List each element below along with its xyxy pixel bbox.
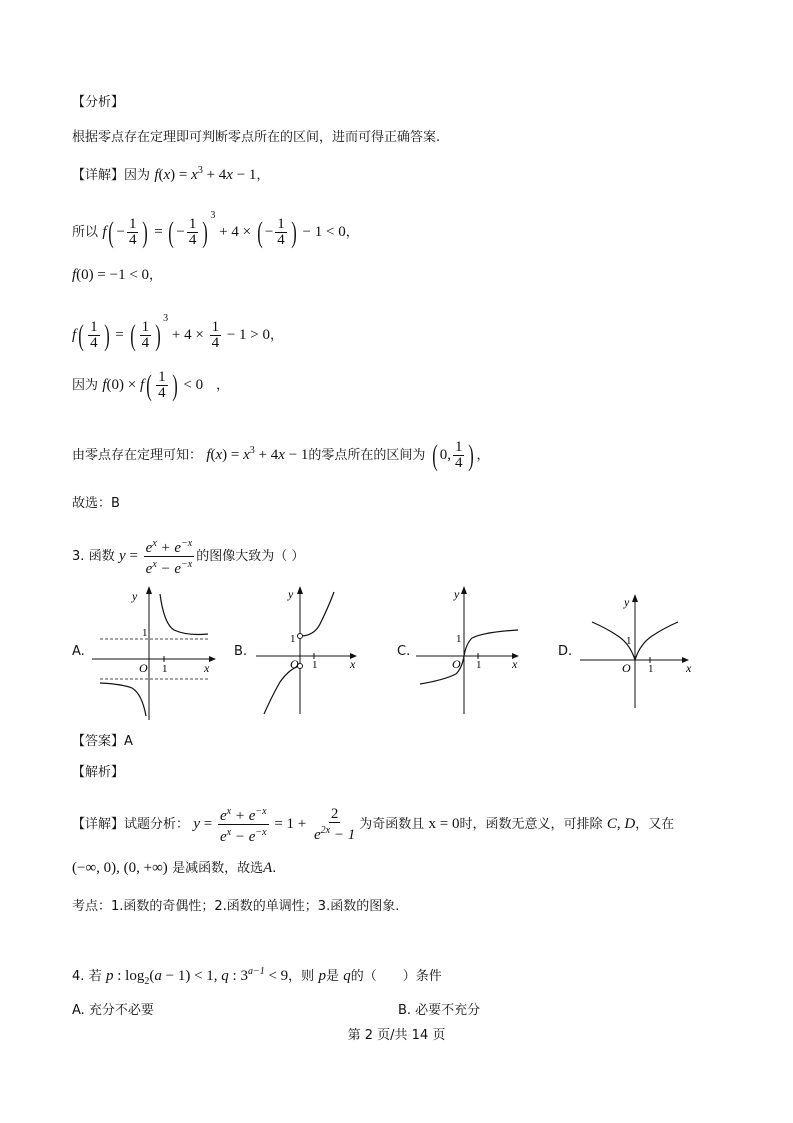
detail-line-5: 因为 f(0) × f( $\frac{1}{4}$ ) < 0 ， bbox=[72, 368, 230, 402]
q4-number: 4. bbox=[72, 969, 85, 984]
graph-a bbox=[92, 584, 222, 724]
q4-stem-prefix: 若 bbox=[88, 969, 102, 984]
detail-line-6: 由零点存在定理可知： $f(x) = x^3 + 4x - 1$的零点所在的区间为 ( 0, $\frac{1}{4}$ ) ， bbox=[72, 438, 490, 472]
q3-number: 3. bbox=[72, 548, 85, 564]
svg-text:O: O bbox=[622, 661, 631, 675]
detail-intro: 因为 bbox=[124, 168, 151, 183]
q3-detail-line2-tail: 是减函数，故选 bbox=[172, 861, 264, 876]
q4-option-b: B. 必要不充分 bbox=[398, 1003, 481, 1018]
product-sign: f(0) × f( $\frac{1}{4}$ ) < 0 bbox=[102, 368, 204, 402]
so-prefix: 所以 bbox=[72, 225, 99, 240]
q3-detail-mid2: 时，函数无意义，可排除 bbox=[459, 816, 603, 832]
q3-excluded-options: C, D bbox=[606, 815, 636, 832]
q3-stem bbox=[72, 536, 304, 577]
because-prefix: 因为 bbox=[72, 377, 99, 393]
analysis-heading: 【分析】 bbox=[72, 95, 125, 110]
function-definition: $f(x) = x^3 + 4x - 1$ bbox=[154, 165, 257, 183]
q3-detail-tail: ，又在 bbox=[635, 816, 675, 832]
conclusion-prefix: 由零点存在定理可知： bbox=[72, 448, 203, 463]
q3-chosen: A bbox=[263, 860, 273, 876]
graph-c bbox=[414, 584, 524, 724]
svg-text:1: 1 bbox=[162, 663, 168, 675]
detail-line-3: f(0) = −1 < 0， bbox=[72, 267, 163, 283]
svg-text:1: 1 bbox=[648, 663, 654, 675]
svg-text:y: y bbox=[288, 587, 294, 601]
svg-text:1: 1 bbox=[626, 635, 632, 647]
q4-stem bbox=[72, 961, 442, 993]
q3-stem-prefix: 函数 bbox=[88, 548, 115, 564]
q3-detail-expression: y = $\frac{e^x + e^{-x}}{e^x - e^{-x}}$ = 1 + $\frac{2}{e^{2x} - 1}$ bbox=[193, 805, 356, 845]
svg-text:x: x bbox=[350, 657, 356, 671]
q3-detail-heading: 【详解】 bbox=[72, 816, 125, 832]
choose-line: 故选：B bbox=[72, 496, 120, 511]
analysis-text: 根据零点存在定理即可判断零点所在的区间，进而可得正确答案. bbox=[72, 130, 441, 145]
q3-detail-mid: 为奇函数且 bbox=[359, 816, 425, 832]
q4-stem-is: 是 bbox=[325, 969, 339, 984]
option-a-label: A. bbox=[72, 644, 85, 659]
svg-text:1: 1 bbox=[290, 633, 296, 645]
q3-answer-line bbox=[72, 731, 133, 753]
svg-text:x: x bbox=[204, 661, 210, 675]
option-d-label: D. bbox=[558, 644, 573, 659]
svg-text:1: 1 bbox=[456, 633, 462, 645]
option-c-label: C. bbox=[397, 644, 411, 659]
detail-line-4: f( $\frac{1}{4}$ ) = ( $\frac{1}{4}$ )$^3$ + 4 × $\frac{1}{4}$ − 1 > 0， bbox=[72, 313, 283, 352]
eval-neg-quarter: f( − $\frac{1}{4}$ ) = ( − $\frac{1}{4}$ )$^3$ + 4 × ( − $\frac{1}{4}$ ) − 1 < 0 bbox=[102, 210, 346, 249]
page-footer: 第 2 页/共 14 页 bbox=[347, 1028, 446, 1043]
zero-interval: ( 0, $\frac{1}{4}$ ) bbox=[431, 438, 475, 472]
q3-detail-intro: 试题分析： bbox=[124, 816, 190, 832]
detail-line-1: 【详解】因为 $f(x) = x^3 + 4x - 1$， bbox=[72, 165, 270, 183]
q4-stem-of: 的（ ）条件 bbox=[350, 969, 442, 984]
q4-condition: p : $\log_2(a - 1) < 1$, q : $3^{a-1} < 9$ bbox=[106, 966, 289, 987]
conclusion-mid: 的零点所在的区间为 bbox=[308, 448, 426, 463]
svg-text:1: 1 bbox=[312, 659, 318, 671]
q3-function: y = $\frac{e^x + e^{-x}}{e^x - e^{-x}}$ bbox=[119, 538, 193, 577]
svg-text:O: O bbox=[139, 661, 148, 675]
q3-stem-suffix: 的图像大致为（ ） bbox=[196, 548, 305, 564]
svg-text:y: y bbox=[132, 589, 138, 603]
q3-detail-line-2: (−∞, 0), (0, +∞) 是减函数，故选A. bbox=[72, 860, 277, 876]
q3-answer: A bbox=[124, 734, 133, 749]
q4-stem-mid: ，则 bbox=[288, 969, 315, 984]
svg-text:O: O bbox=[290, 657, 299, 671]
svg-text:y: y bbox=[624, 595, 630, 609]
svg-text:x: x bbox=[512, 657, 518, 671]
detail-line-2: 所以 f( − $\frac{1}{4}$ ) = ( − $\frac{1}{4}$ )$^3$ + 4 × ( − $\frac{1}{4}$ ) − 1 < 0， bbox=[72, 210, 359, 249]
graph-b bbox=[254, 584, 364, 724]
q3-explain-heading: 【解析】 bbox=[72, 765, 125, 780]
q4-q: q bbox=[343, 968, 351, 984]
svg-text:1: 1 bbox=[142, 627, 148, 639]
q3-x-zero: x = 0 bbox=[428, 815, 460, 832]
function-repeat: $f(x) = x^3 + 4x - 1$ bbox=[206, 445, 309, 463]
q3-detail-line-1 bbox=[72, 804, 674, 845]
eval-zero: f(0) = −1 < 0 bbox=[72, 267, 150, 283]
graph-d bbox=[578, 590, 698, 718]
detail-heading: 【详解】 bbox=[72, 168, 125, 183]
q4-p: p bbox=[318, 968, 326, 984]
svg-text:x: x bbox=[686, 661, 692, 675]
eval-quarter: f( $\frac{1}{4}$ ) = ( $\frac{1}{4}$ )$^3$ + 4 × $\frac{1}{4}$ − 1 > 0 bbox=[72, 313, 270, 352]
svg-text:1: 1 bbox=[476, 659, 482, 671]
q3-kaodian: 考点：1.函数的奇偶性；2.函数的单调性；3.函数的图象. bbox=[72, 899, 400, 914]
svg-text:O: O bbox=[452, 657, 461, 671]
svg-text:y: y bbox=[454, 587, 460, 601]
q4-option-a: A. 充分不必要 bbox=[72, 1003, 154, 1018]
q3-answer-heading: 【答案】 bbox=[72, 734, 125, 749]
q3-intervals: (−∞, 0), (0, +∞) bbox=[72, 860, 168, 876]
option-b-label: B. bbox=[234, 644, 248, 659]
